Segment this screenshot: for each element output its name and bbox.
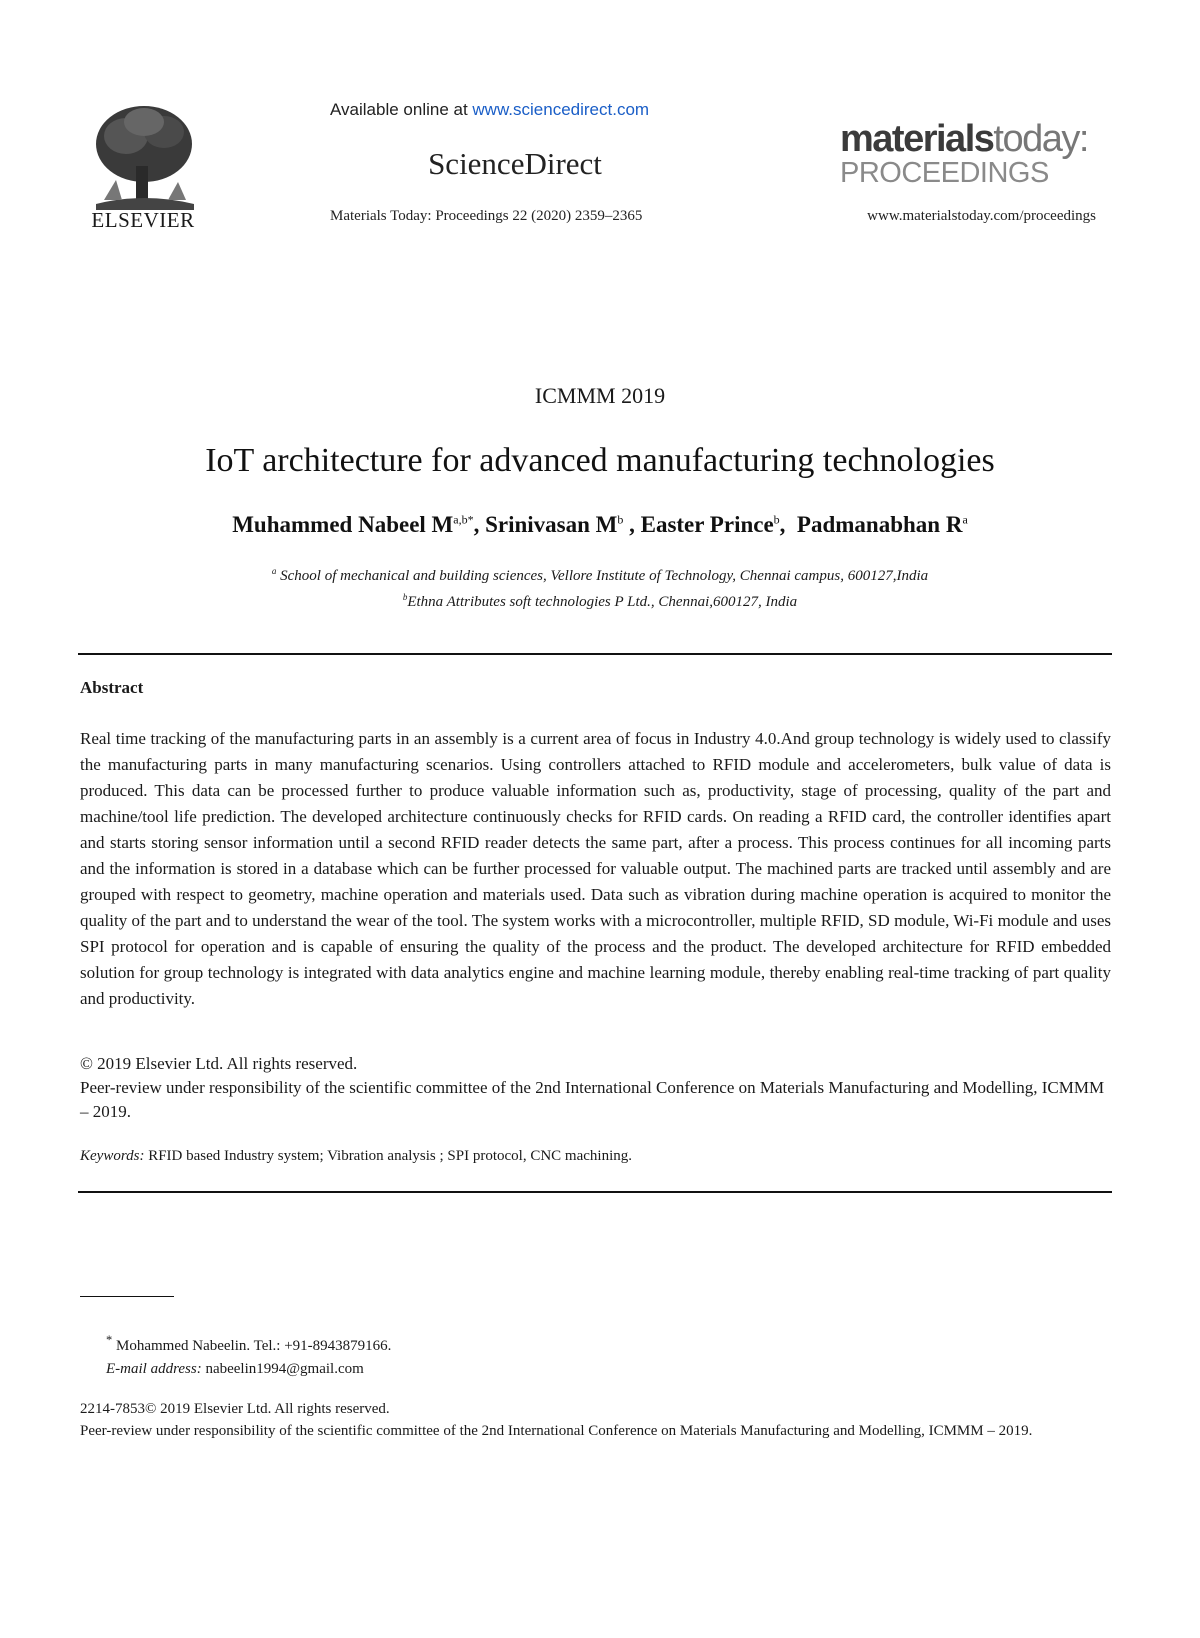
divider	[78, 653, 1112, 655]
materials-today-logo	[840, 120, 1100, 190]
copyright-block	[80, 1052, 1111, 1124]
paper-title: IoT architecture for advanced manufacturing technologies	[205, 442, 995, 479]
corresponding-author-footnote	[106, 1329, 391, 1381]
affiliation-mark: a	[271, 566, 277, 576]
author-affiliation-mark: b	[773, 512, 780, 527]
logo-today: today:	[993, 118, 1088, 160]
author-affiliation-mark: b	[617, 512, 624, 527]
footnote-contact: Mohammed Nabeelin. Tel.: +91-8943879166.	[112, 1338, 392, 1354]
divider	[78, 1191, 1112, 1193]
author-name: Muhammed Nabeel M	[232, 512, 454, 537]
issn-block	[80, 1398, 1120, 1442]
email-address[interactable]: nabeelin1994@gmail.com	[201, 1361, 364, 1377]
author-name: Padmanabhan R	[796, 512, 963, 537]
journal-reference: Materials Today: Proceedings 22 (2020) 2359–2365	[330, 208, 643, 224]
keywords	[80, 1148, 1111, 1165]
logo-proceedings: PROCEEDINGS	[840, 157, 1049, 189]
author-name: Srinivasan M	[485, 512, 618, 537]
affiliation	[0, 592, 1200, 611]
available-online-prefix: Available online at	[330, 100, 473, 119]
sciencedirect-heading: ScienceDirect	[428, 146, 602, 181]
footnote-marker: *	[106, 1333, 113, 1347]
author-affiliation-mark: a,b*	[453, 512, 474, 527]
issn-line: 2214-7853© 2019 Elsevier Ltd. All rights reserved.	[80, 1401, 390, 1417]
keywords-list: RFID based Industry system; Vibration analysis ; SPI protocol, CNC machining.	[144, 1148, 632, 1164]
available-online	[330, 100, 700, 120]
affiliation	[0, 566, 1200, 585]
keywords-label: Keywords:	[80, 1148, 145, 1164]
author-list: Muhammed Nabeel $M^{a,b*}$, Srinivasan $M^b$ , Easter Prince$^b$, Padmanabhan $R^a$	[232, 512, 968, 537]
footnote-divider	[80, 1296, 174, 1297]
journal-url[interactable]: www.materialstoday.com/proceedings	[867, 208, 1096, 224]
issn-peer-review: Peer-review under responsibility of the scientific committee of the 2nd International Conference on Materials Manufacturing and Modelling, ICMMM – 2019.	[80, 1423, 1033, 1439]
affiliation-text: Ethna Attributes soft technologies P Ltd., Chennai,600127, India	[407, 594, 798, 610]
abstract-heading: Abstract	[80, 678, 144, 697]
abstract-body: Real time tracking of the manufacturing parts in an assembly is a current area of focus in Industry 4.0.And group technology is widely used to classify the manufacturing parts in many manufacturing scenarios. Using controllers attached to RFID module and accelerometers, bulk value of data is produced. This data can be processed further to produce valuable information such as, productivity, stage of processing, quality of the part and machine/tool life prediction. The developed architecture continuously checks for RFID cards. On reading a RFID card, the controller identifies apart and starts storing sensor information until a second RFID reader detects the same part, after a process. This process continues for all incoming parts and the information is stored in a database which can be further processed for valuable output. The machined parts are tracked until assembly and are grouped with respect to geometry, machine operation and materials used. Data such as vibration during machine operation is acquired to monitor the quality of the part and to understand the wear of the tool. The system works with a microcontroller, multiple RFID, SD module, Wi-Fi module and uses SPI protocol for operation and is capable of ensuring the quality of the process and the product. The developed architecture for RFID embedded solution for group technology is integrated with data analytics engine and machine learning module, thereby enabling real-time tracking of part quality and productivity.	[80, 729, 1111, 1008]
affiliation-mark: b	[402, 592, 408, 602]
affiliation-text: School of mechanical and building sciences, Vellore Institute of Technology, Chennai campus, 600127,India	[280, 568, 929, 584]
sciencedirect-link[interactable]: www.sciencedirect.com	[472, 100, 650, 119]
author-affiliation-mark: a	[962, 512, 968, 527]
email-label: E-mail address:	[106, 1361, 202, 1377]
author-name: Easter Prince	[640, 512, 774, 537]
peer-review-line: Peer-review under responsibility of the scientific committee of the 2nd International Conference on Materials Manufacturing and Modelling, ICMMM – 2019.	[80, 1078, 1105, 1121]
conference-name: ICMMM 2019	[534, 383, 666, 408]
logo-materials: materials	[840, 118, 994, 160]
elsevier-logo-text: ELSEVIER	[91, 208, 195, 232]
copyright-line: © 2019 Elsevier Ltd. All rights reserved.	[80, 1054, 358, 1073]
